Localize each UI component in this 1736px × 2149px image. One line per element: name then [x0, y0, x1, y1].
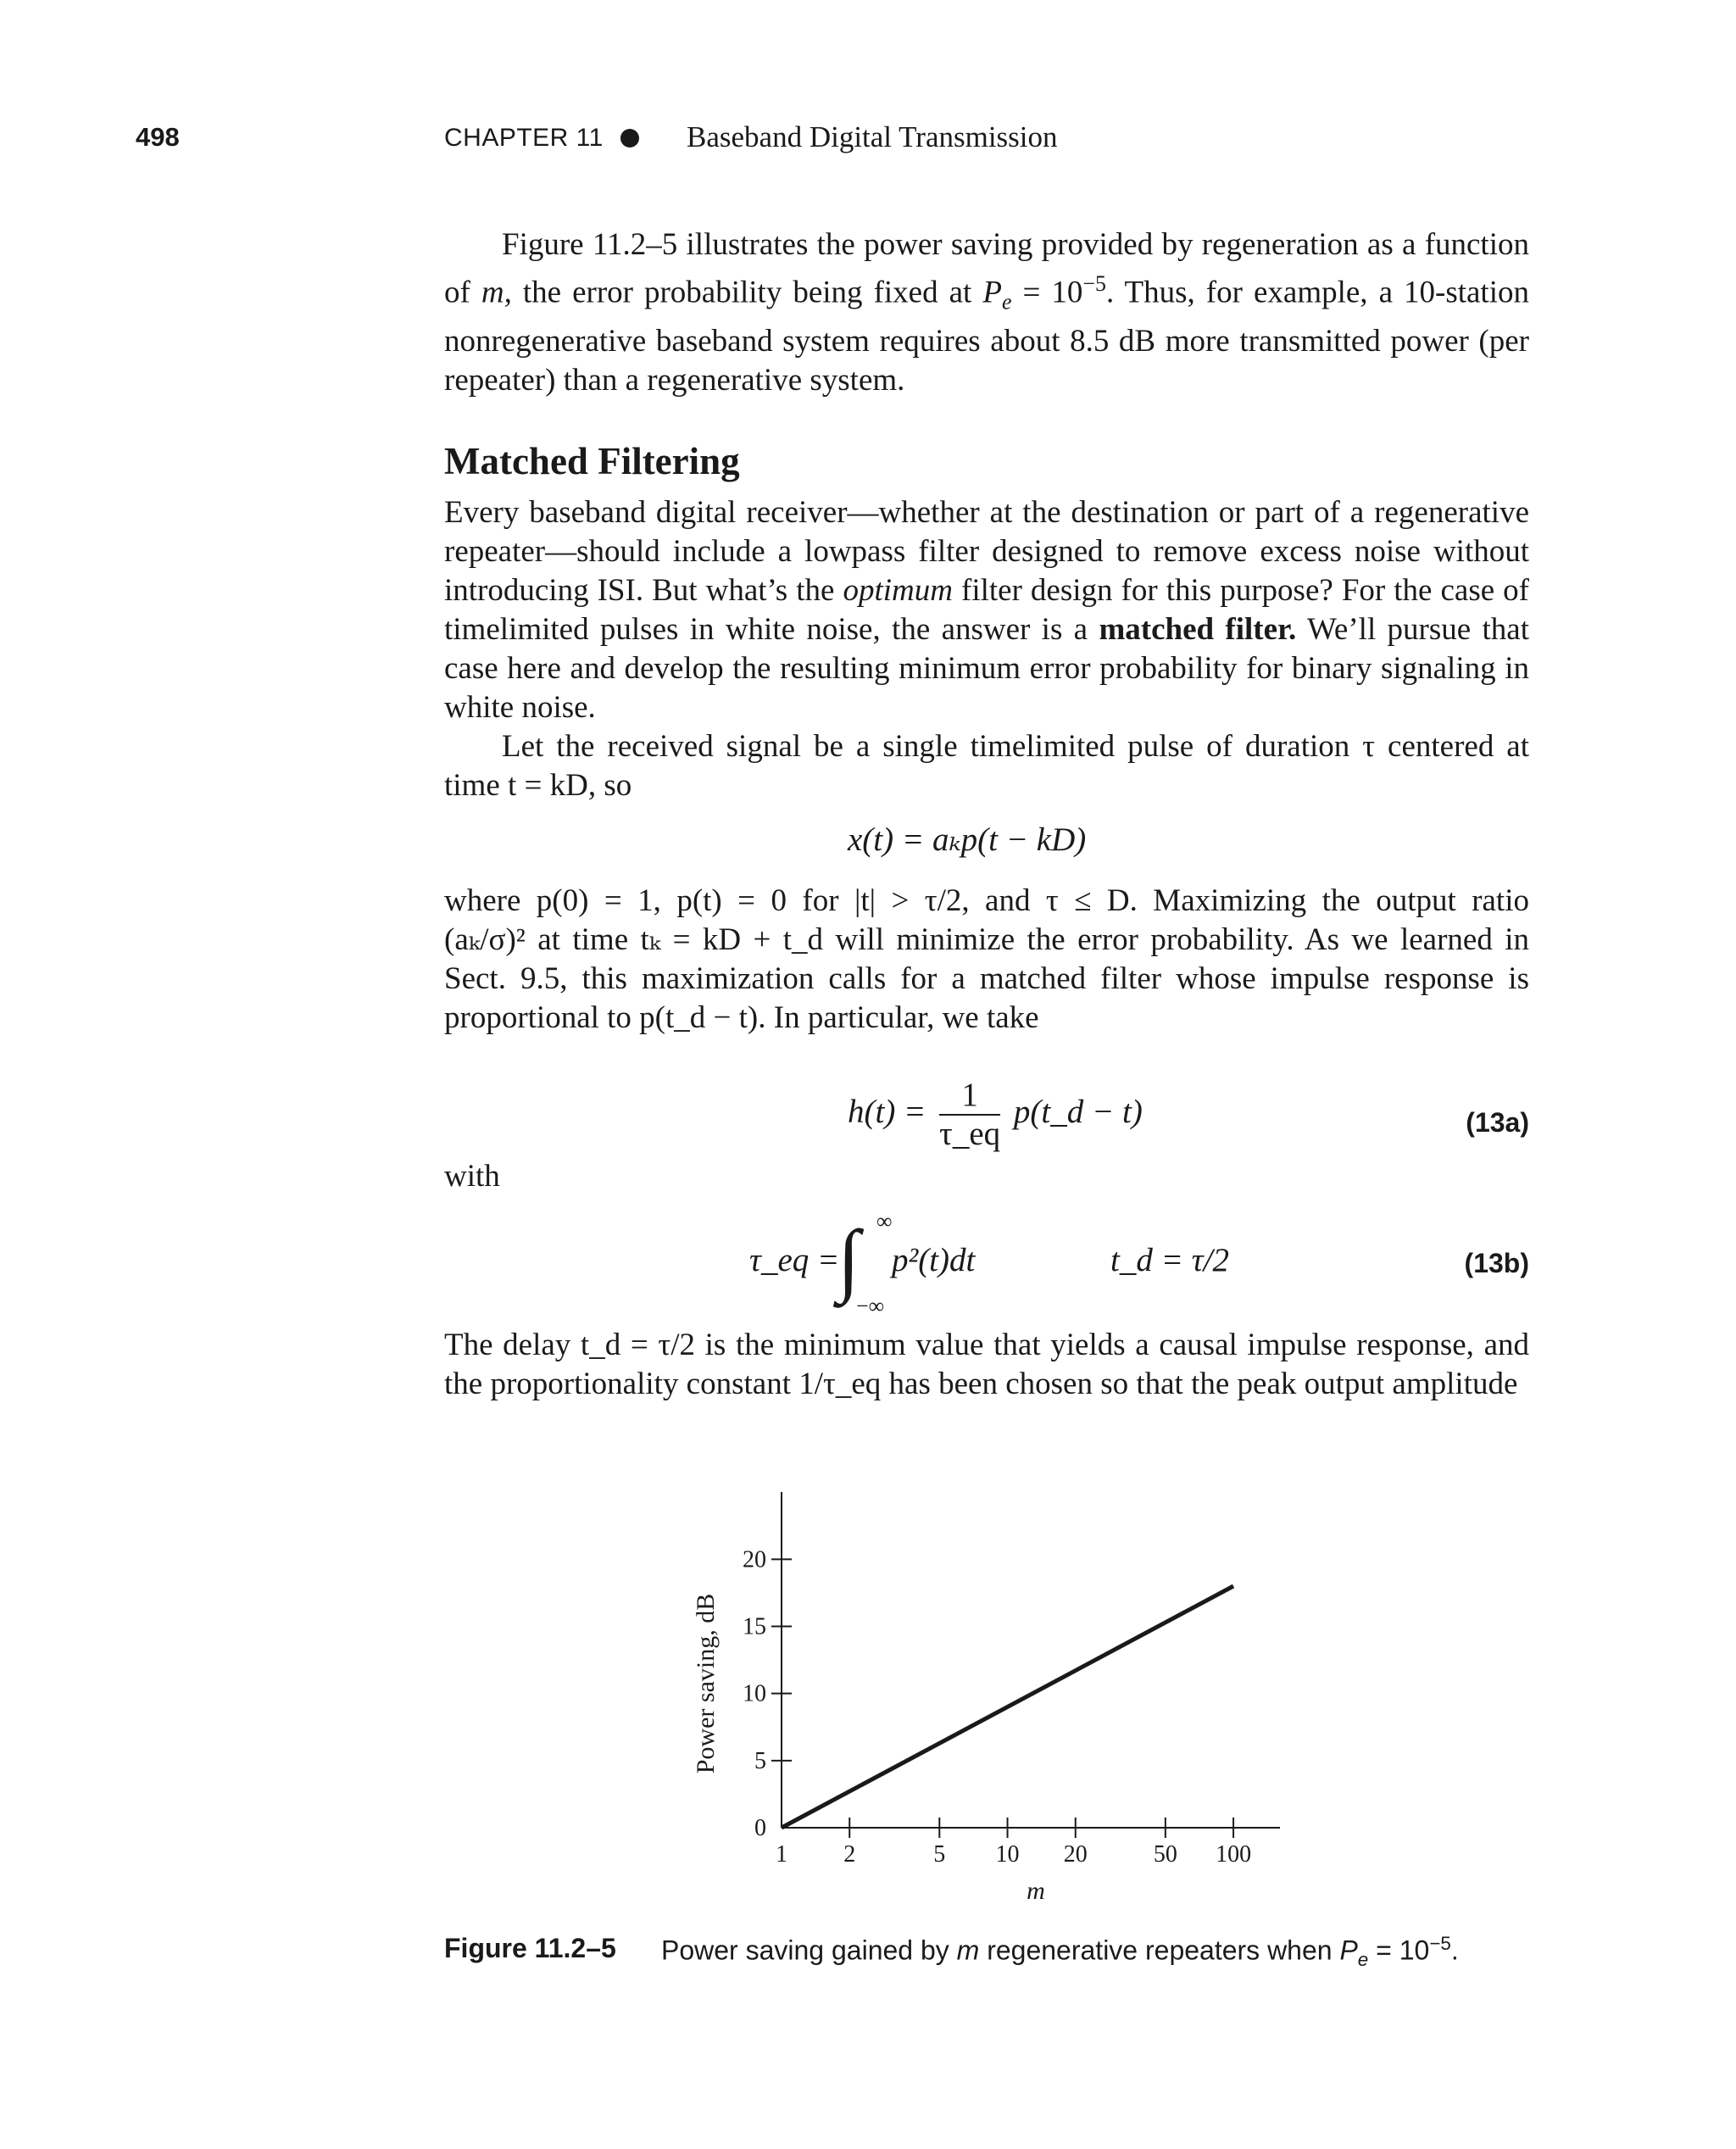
x-tick-label: 2: [843, 1841, 856, 1868]
p3-line2: (aₖ/σ)² at time tₖ = kD + t_d will minimize the error probability. As we learned in: [444, 922, 1529, 957]
eq3-integrand: p²(t)dt: [892, 1242, 976, 1278]
eq2-numerator: 1: [939, 1077, 1000, 1116]
y-tick-label: 15: [743, 1613, 766, 1640]
p1-text-a: Every baseband digital receiver—whether at the destination or part of a regenerative repeater—should include a lowpass filter designed to remove excess noise without introducing ISI. But what’s the: [444, 495, 1529, 608]
caption-text-b: regenerative repeaters when: [979, 1935, 1340, 1966]
caption-exp: −5: [1429, 1933, 1451, 1954]
section-heading: Matched Filtering: [444, 440, 740, 482]
x-tick-label: 5: [933, 1841, 946, 1868]
intro-pe: P: [982, 275, 1002, 310]
y-tick-label: 5: [754, 1747, 766, 1774]
body-paragraphs: [444, 493, 1529, 805]
intro-pe-sub: e: [1001, 289, 1012, 315]
eq2-fraction: [939, 1077, 1000, 1153]
intro-pe-exp: −5: [1082, 271, 1106, 296]
eq3-td: t_d = τ/2: [1110, 1242, 1229, 1278]
eq3-lower-limit: −∞: [856, 1294, 885, 1318]
p3-block: [444, 882, 1529, 1038]
caption-m: m: [956, 1935, 980, 1966]
x-tick-label: 10: [995, 1841, 1020, 1868]
running-title: Baseband Digital Transmission: [687, 120, 1058, 153]
x-tick-label: 20: [1063, 1841, 1088, 1868]
running-chapter: CHAPTER 11: [444, 124, 604, 152]
x-tick-label: 1: [776, 1841, 787, 1868]
equation-xt: [848, 821, 1086, 859]
figure-caption: [661, 1933, 1459, 1971]
caption-pe-sub: e: [1357, 1949, 1369, 1971]
p1-italic: optimum: [843, 573, 953, 608]
equation-number-13b: (13b): [1464, 1248, 1529, 1278]
p3-rest: Sect. 9.5, this maximization calls for a matched filter whose impulse response is proportional to p(t_d − t). In particular, we take: [444, 961, 1529, 1035]
intro-text-1: Figure 11.2–5 illustrates the power saving provided by regeneration as a function of: [444, 227, 1529, 310]
y-tick-label: 20: [743, 1546, 766, 1573]
eq2-lhs: h(t) =: [848, 1093, 926, 1130]
figure-label: Figure 11.2–5: [444, 1933, 616, 1963]
x-axis-label: m: [1027, 1877, 1045, 1905]
caption-text-a: Power saving gained by: [661, 1935, 957, 1966]
p3-line1: where p(0) = 1, p(t) = 0 for |t| > τ/2, and τ ≤ D. Maximizing the output ratio: [444, 883, 1529, 918]
eq3-lhs: τ_eq =: [749, 1242, 840, 1278]
x-tick-label: 100: [1216, 1841, 1252, 1868]
y-tick-label: 10: [743, 1680, 766, 1707]
y-tick-label: 0: [754, 1815, 766, 1841]
with-text: with: [444, 1159, 500, 1194]
integral-sign-icon: ∫: [837, 1213, 860, 1304]
bullet-separator: [620, 129, 639, 148]
caption-pe: P: [1339, 1935, 1358, 1966]
caption-end: .: [1450, 1935, 1459, 1966]
p2-text: Let the received signal be a single timelimited pulse of duration τ centered at time t = kD, so: [444, 729, 1529, 803]
page-number: 498: [136, 122, 180, 152]
x-tick-label: 50: [1153, 1841, 1177, 1868]
p1-bold-term: matched filter.: [1099, 612, 1297, 647]
equation-number-13a: (13a): [1466, 1107, 1529, 1138]
p4-text: The delay t_d = τ/2 is the minimum value that yields a causal impulse response, and the proportionality constant 1/τ_eq has been chosen so that the peak output amplitude: [444, 1328, 1529, 1401]
series-line: [782, 1586, 1233, 1828]
intro-pe-value: = 10: [1011, 275, 1083, 310]
intro-m: m,: [481, 275, 512, 310]
caption-text-c: = 10: [1368, 1935, 1430, 1966]
intro-text-3: . Thus, for example, a 10-station nonregenerative baseband system requires about 8.5 dB more transmitted power (per repeater) than a regenerative system.: [444, 275, 1529, 398]
intro-paragraph: [444, 225, 1529, 400]
eq2-denominator: τ_eq: [939, 1116, 1001, 1152]
equation-13a: [848, 1077, 1143, 1153]
eq3-upper-limit: ∞: [876, 1209, 893, 1233]
p1-text-c: We’ll pursue that case here and develop the resulting minimum error probability for binary signaling in white noise.: [444, 612, 1530, 725]
p1-text-b: filter design for this purpose? For the case of timelimited pulses in white noise, the answer is a: [444, 573, 1529, 647]
power-saving-chart: [661, 1475, 1305, 1916]
equation-xt-text: x(t) = aₖp(t − kD): [848, 821, 1087, 858]
y-axis-label: Power saving, dB: [692, 1593, 720, 1774]
intro-text-2: the error probability being fixed at: [511, 275, 983, 310]
eq2-rhs: p(t_d − t): [1013, 1093, 1143, 1130]
